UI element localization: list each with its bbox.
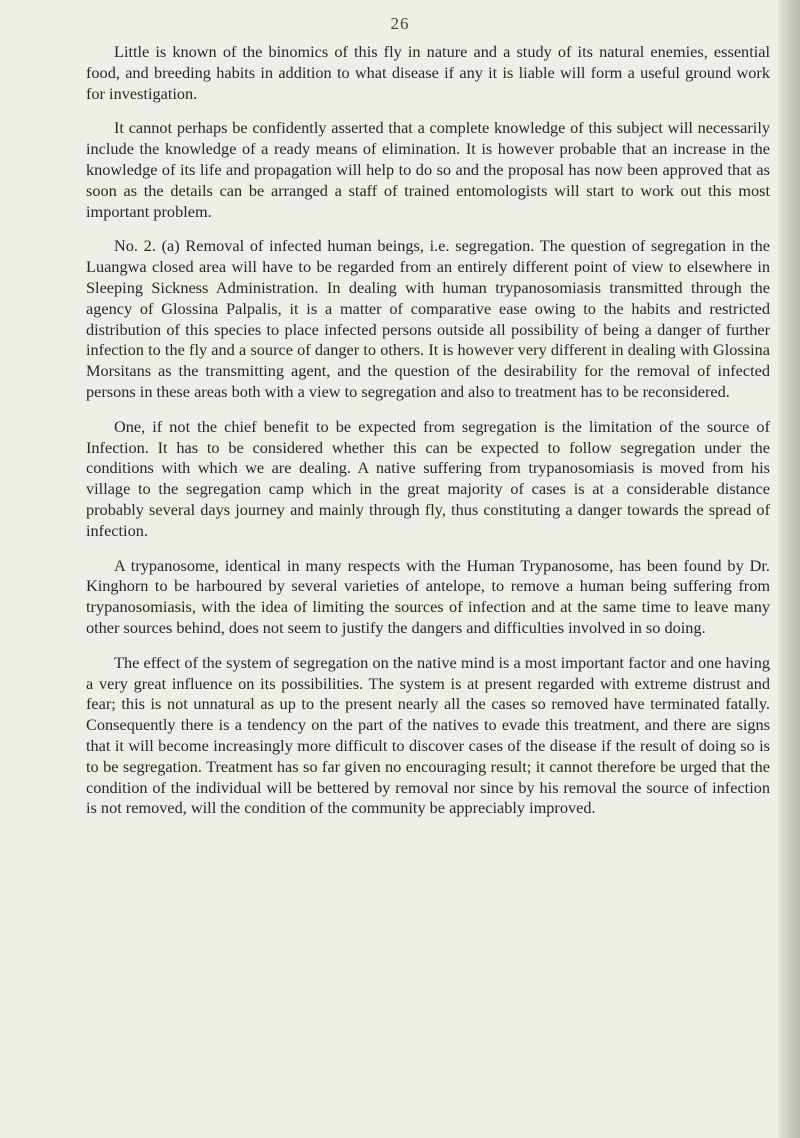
paragraph-segregation: No. 2. (a) Removal of infected human beings, i.e. segregation. The question of segregation in the Luangwa closed area will have to be regarded from an entirely different point of view to elsewhere in Sleeping Sickness Administration. In dealing with human trypanosomiasis transmitted through the agency of Glossina Palpalis, it is a matter of comparative ease owing to the habits and restricted distribution of this species to place infected persons outside all possibility of being a danger of further infection to the fly and a source of danger to others. It is however very different in dealing with Glossina Morsitans as the transmitting agent, and the question of the desirability for the removal of infected persons in these areas both with a view to segregation and also to treatment has to be reconsidered. — [86, 236, 770, 401]
paragraph-limitation-of-infection: One, if not the chief benefit to be expected from segregation is the limitation of the source of Infection. It has to be considered whether this can be expected to follow segregation under the conditions with which we are dealing. A native suffering from trypanosomiasis is moved from his village to the segregation camp which in the great majority of cases is at a considerable distance probably several days journey and mainly through fly, thus constituting a danger towards the spread of infection. — [86, 416, 770, 540]
paragraph-binomics: Little is known of the binomics of this fly in nature and a study of its natural enemies, essential food, and breeding habits in addition to what disease if any it is liable will form a useful ground work for investigation. — [86, 42, 770, 103]
body-text — [86, 42, 770, 833]
paragraph-elimination: It cannot perhaps be confidently asserted that a complete knowledge of this subject will necessarily include the knowledge of a ready means of elimination. It is however probable that an increase in the knowledge of its life and propagation will help to do so and the proposal has now been approved that as soon as the details can be arranged a staff of trained entomologists will start to work out this most important problem. — [86, 118, 770, 221]
page-edge-shadow — [778, 0, 800, 1138]
paragraph-antelope-trypanosome: A trypanosome, identical in many respects with the Human Trypanosome, has been found by Dr. Kinghorn to be harboured by several varieties of antelope, to remove a human being suffering from trypanosomiasis, with the idea of limiting the sources of infection and at the same time to leave many other sources behind, does not seem to justify the dangers and difficulties involved in so doing. — [86, 555, 770, 637]
page-number: 26 — [390, 14, 410, 33]
paragraph-native-mind: The effect of the system of segregation on the native mind is a most important factor and one having a very great influence on its possibilities. The system is at present regarded with extreme distrust and fear; this is not unnatural as up to the present nearly all the cases so removed have terminated fatally. Consequently there is a tendency on the part of the natives to evade this treatment, and there are signs that it will become increasingly more difficult to discover cases of the disease if the result of doing so is to be segregation. Treatment has so far given no encouraging result; it cannot therefore be urged that the condition of the individual will be bettered by removal nor since by his removal the source of infection is not removed, will the condition of the community be appreciably improved. — [86, 652, 770, 818]
